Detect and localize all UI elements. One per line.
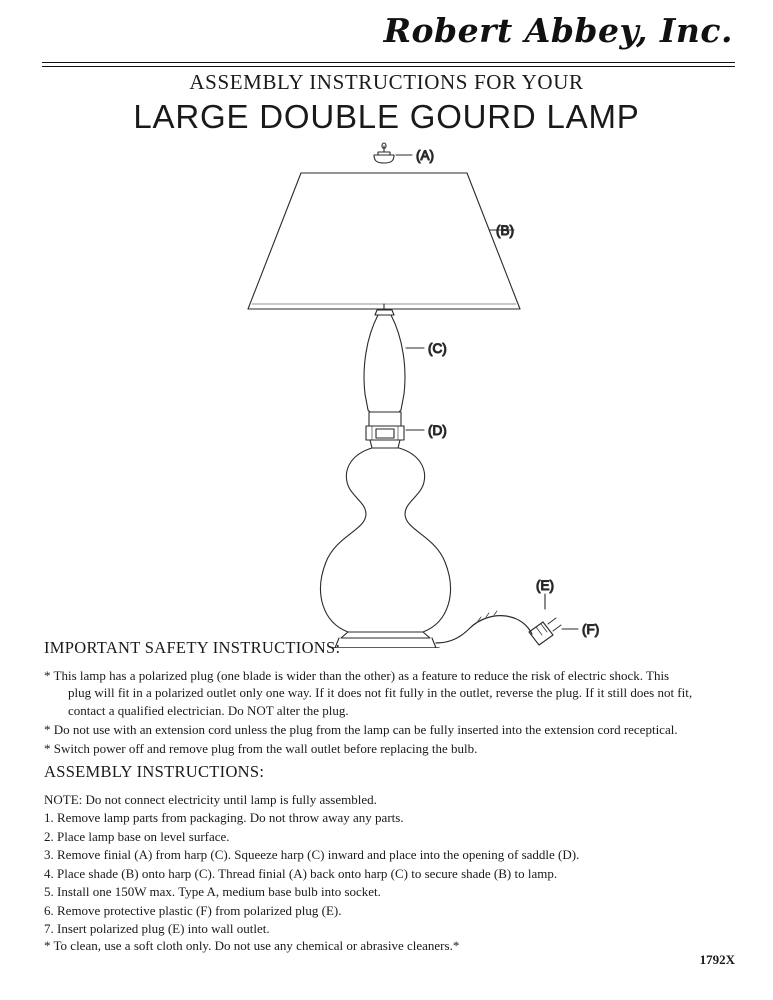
page-title: LARGE DOUBLE GOURD LAMP bbox=[133, 98, 640, 135]
safety-item-cont: contact a qualified electrician. Do NOT alter the plug. bbox=[68, 702, 349, 718]
safety-section bbox=[44, 638, 737, 759]
assembly-step: 1. Remove lamp parts from packaging. Do not throw away any parts. bbox=[44, 810, 404, 826]
document-code: 1792X bbox=[699, 952, 735, 967]
saddle-shape bbox=[366, 412, 404, 448]
assembly-step: 4. Place shade (B) onto harp (C). Thread finial (A) back onto harp (C) to secure shade (B) to lamp. bbox=[44, 865, 558, 881]
callout-label-d: (D) bbox=[428, 423, 447, 438]
harp-shape bbox=[364, 304, 405, 412]
lamp-diagram-svg bbox=[0, 138, 773, 648]
callout-label-e: (E) bbox=[536, 578, 554, 593]
header-divider bbox=[42, 62, 735, 63]
safety-item: * Do not use with an extension cord unless the plug from the lamp can be fully inserted into the extension cord receptical. bbox=[44, 721, 678, 737]
callout-label-a: (A) bbox=[416, 148, 434, 163]
assembly-step: 5. Install one 150W max. Type A, medium base bulb into socket. bbox=[44, 884, 381, 900]
callout-label-c: (C) bbox=[428, 341, 447, 356]
assembly-step: 7. Insert polarized plug (E) into wall outlet. bbox=[44, 921, 270, 937]
assembly-heading: ASSEMBLY INSTRUCTIONS: bbox=[44, 762, 265, 781]
assembly-step: 6. Remove protective plastic (F) from polarized plug (E). bbox=[44, 902, 342, 918]
lamp-body-shape bbox=[321, 448, 451, 648]
subtitle: ASSEMBLY INSTRUCTIONS FOR YOUR bbox=[189, 70, 584, 94]
safety-item bbox=[44, 667, 737, 719]
lamp-diagram bbox=[0, 138, 773, 648]
callout-label-b: (B) bbox=[496, 223, 514, 238]
assembly-step: 3. Remove finial (A) from harp (C). Squeeze harp (C) inward and place into the opening of saddle (D). bbox=[44, 847, 580, 863]
assembly-step: 2. Place lamp base on level surface. bbox=[44, 828, 230, 844]
safety-list bbox=[44, 667, 737, 757]
finial-shape bbox=[374, 143, 394, 163]
cleaning-note: * To clean, use a soft cloth only. Do not use any chemical or abrasive cleaners.* bbox=[44, 938, 460, 953]
safety-heading: IMPORTANT SAFETY INSTRUCTIONS: bbox=[44, 638, 341, 657]
assembly-note: NOTE: Do not connect electricity until lamp is fully assembled. bbox=[44, 792, 377, 807]
brand-logo bbox=[383, 11, 733, 50]
brand-name: Robert Abbey, Inc. bbox=[383, 11, 733, 50]
assembly-section bbox=[44, 762, 737, 939]
safety-item-text: * This lamp has a polarized plug (one blade is wider than the other) as a feature to reduce the risk of electric shock. This bbox=[44, 668, 670, 683]
callout-label-f: (F) bbox=[582, 622, 600, 637]
safety-item: * Switch power off and remove plug from the wall outlet before replacing the bulb. bbox=[44, 741, 478, 757]
assembly-steps bbox=[44, 809, 737, 938]
shade-shape bbox=[248, 173, 520, 309]
safety-item-cont: plug will fit in a polarized outlet only one way. If it does not fit fully in the outlet, reverse the plug. If it still does not fit, bbox=[68, 685, 693, 701]
